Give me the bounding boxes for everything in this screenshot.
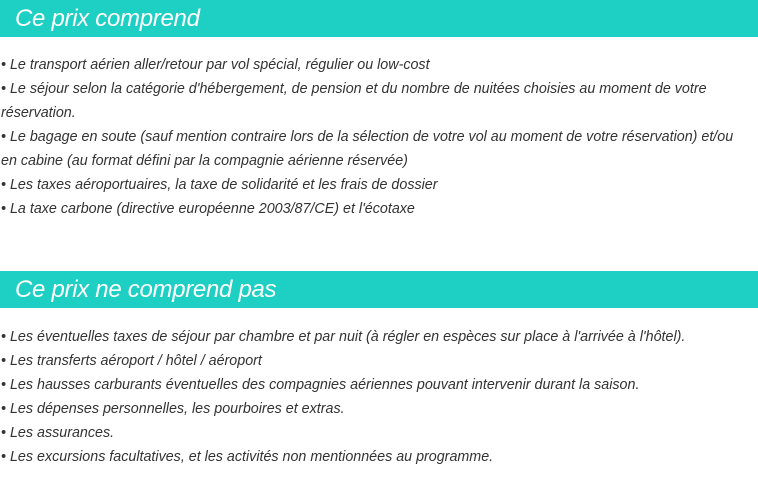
price-includes-title: Ce prix comprend (15, 4, 200, 32)
list-item: • Le bagage en soute (sauf mention contraire lors de la sélection de votre vol au moment de votre réservation) et/ou en cabine (au format défini par la compagnie aérienne réservée) (1, 129, 734, 169)
price-excludes-title: Ce prix ne comprend pas (15, 275, 277, 303)
price-includes-list (0, 53, 758, 221)
list-item: • Les assurances. (1, 425, 115, 441)
list-item: • La taxe carbone (directive européenne 2003/87/CE) et l'écotaxe (1, 201, 415, 217)
list-item: • Les transferts aéroport / hôtel / aéroport (1, 353, 262, 369)
list-item: • Les excursions facultatives, et les activités non mentionnées au programme. (1, 449, 494, 465)
price-excludes-list (0, 325, 758, 469)
list-item: • Le séjour selon la catégorie d'hébergement, de pension et du nombre de nuitées choisies au moment de votre réservation. (1, 81, 707, 121)
price-includes-section (0, 0, 758, 221)
list-item: • Les dépenses personnelles, les pourboires et extras. (1, 401, 345, 417)
price-excludes-header (0, 271, 758, 308)
price-includes-header (0, 0, 758, 37)
list-item: • Les éventuelles taxes de séjour par chambre et par nuit (à régler en espèces sur place à l'arrivée à l'hôtel). (1, 329, 686, 345)
list-item: • Les taxes aéroportuaires, la taxe de solidarité et les frais de dossier (1, 177, 438, 193)
list-item: • Le transport aérien aller/retour par vol spécial, régulier ou low-cost (1, 57, 430, 73)
price-excludes-section (0, 271, 758, 469)
list-item: • Les hausses carburants éventuelles des compagnies aériennes pouvant intervenir durant la saison. (1, 377, 640, 393)
